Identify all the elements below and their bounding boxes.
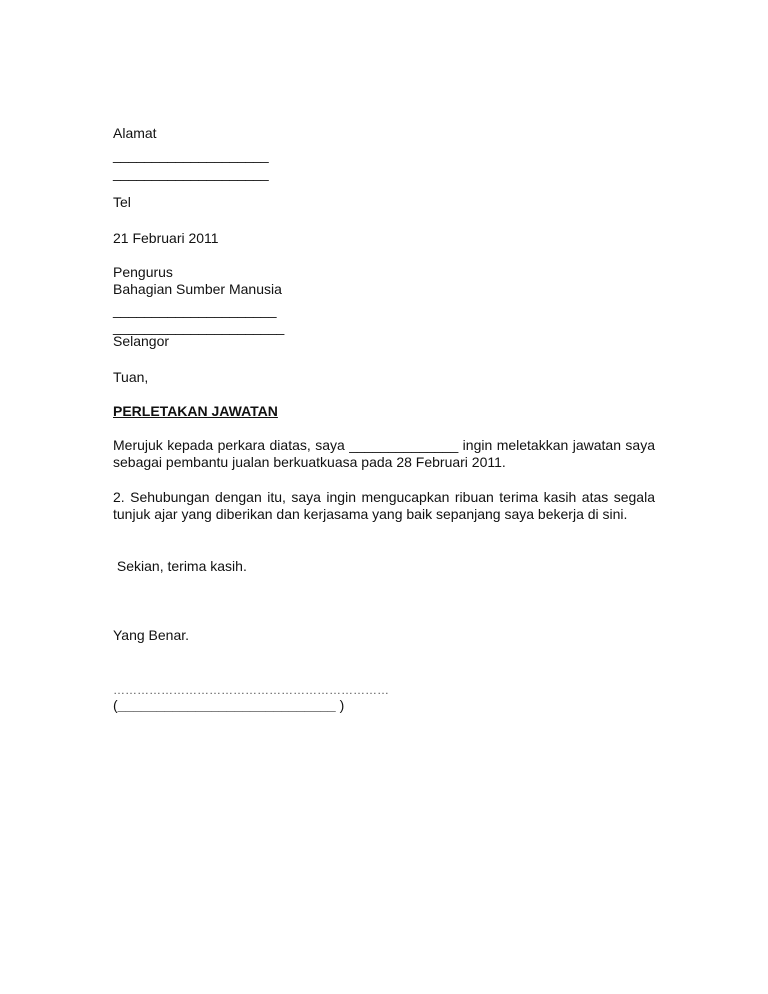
sender-address-line-2: ____________________	[113, 165, 269, 181]
recipient-address-line-1: _____________________	[113, 302, 277, 318]
paragraph-1: Merujuk kepada perkara diatas, saya ______________ ingin meletakkan jawatan saya sebagai pembantu jualan berkuatkuasa pada 28 Februari 2011.	[113, 437, 655, 470]
recipient-state: Selangor	[113, 333, 170, 349]
signature-blank: ____________________________	[117, 697, 336, 713]
recipient-address-line-2: ______________________	[113, 319, 285, 335]
salutation: Tuan,	[113, 369, 149, 385]
signature-dotted-line: ……………………………………………………………	[113, 683, 389, 697]
signature-name-line	[113, 697, 344, 714]
sender-address-label: Alamat	[113, 125, 157, 141]
sender-tel-label: Tel	[113, 194, 131, 210]
letter-subject: PERLETAKAN JAWATAN	[113, 403, 278, 419]
letter-date: 21 Februari 2011	[113, 230, 219, 246]
recipient-title: Pengurus	[113, 264, 173, 280]
sender-address-line-1: ____________________	[113, 147, 269, 163]
closing-line: Sekian, terima kasih.	[113, 558, 247, 574]
paragraph-2: 2. Sehubungan dengan itu, saya ingin mengucapkan ribuan terima kasih atas segala tunjuk ajar yang diberikan dan kerjasama yang baik sepanjang saya bekerja di sini.	[113, 489, 655, 522]
sign-off: Yang Benar.	[113, 627, 190, 643]
recipient-department: Bahagian Sumber Manusia	[113, 281, 282, 297]
signature-open-paren: (	[113, 697, 118, 713]
signature-close-paren: )	[335, 697, 345, 713]
